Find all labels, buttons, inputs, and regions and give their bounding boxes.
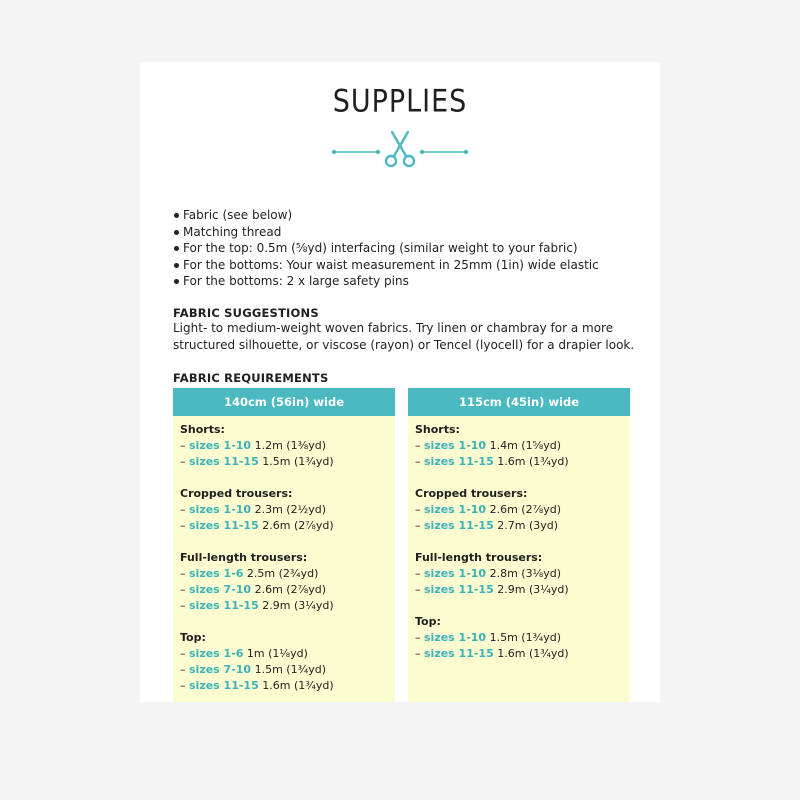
fabric-amount: 1.6m (1¾yd) bbox=[493, 455, 569, 468]
garment-group bbox=[415, 422, 630, 470]
fabric-amount: 1.6m (1¾yd) bbox=[493, 647, 569, 660]
fabric-amount: 2.9m (3¼yd) bbox=[493, 583, 569, 596]
dash: – bbox=[180, 503, 189, 516]
dash: – bbox=[180, 663, 189, 676]
size-range: sizes 7-10 bbox=[189, 663, 252, 676]
garment-title: Full-length trousers: bbox=[415, 551, 543, 564]
garment-title: Shorts: bbox=[180, 423, 225, 436]
fabric-amount: 2.3m (2½yd) bbox=[251, 503, 327, 516]
garment-title: Shorts: bbox=[415, 423, 460, 436]
requirements-column-140cm bbox=[173, 388, 395, 702]
size-range: sizes 11-15 bbox=[424, 519, 494, 532]
dash: – bbox=[180, 455, 189, 468]
size-row bbox=[415, 630, 630, 646]
size-row bbox=[415, 518, 630, 534]
dash: – bbox=[180, 599, 189, 612]
list-item: Matching thread bbox=[173, 224, 643, 241]
garment-group bbox=[415, 486, 630, 534]
fabric-suggestions-heading: FABRIC SUGGESTIONS bbox=[173, 306, 319, 320]
dash: – bbox=[180, 567, 189, 580]
size-range: sizes 11-15 bbox=[424, 455, 494, 468]
fabric-amount: 2.9m (3¼yd) bbox=[258, 599, 334, 612]
size-row bbox=[180, 502, 395, 518]
dash: – bbox=[415, 455, 424, 468]
garment-title: Top: bbox=[180, 631, 206, 644]
garment-title: Cropped trousers: bbox=[180, 487, 293, 500]
scissors-divider-icon bbox=[330, 130, 470, 170]
dash: – bbox=[415, 503, 424, 516]
size-row bbox=[180, 646, 395, 662]
list-item: For the top: 0.5m (⅝yd) interfacing (similar weight to your fabric) bbox=[173, 240, 643, 257]
size-row bbox=[415, 438, 630, 454]
garment-title: Top: bbox=[415, 615, 441, 628]
dash: – bbox=[180, 439, 189, 452]
size-range: sizes 1-10 bbox=[189, 503, 252, 516]
garment-group bbox=[180, 486, 395, 534]
size-range: sizes 11-15 bbox=[189, 455, 259, 468]
size-range: sizes 1-10 bbox=[424, 567, 487, 580]
size-range: sizes 7-10 bbox=[189, 583, 252, 596]
size-row bbox=[415, 502, 630, 518]
fabric-amount: 2.5m (2¾yd) bbox=[243, 567, 319, 580]
size-row bbox=[415, 582, 630, 598]
requirements-column-115cm bbox=[408, 388, 630, 702]
size-row bbox=[180, 582, 395, 598]
size-row bbox=[180, 518, 395, 534]
size-row bbox=[180, 678, 395, 694]
dash: – bbox=[180, 679, 189, 692]
size-row bbox=[180, 566, 395, 582]
garment-title: Cropped trousers: bbox=[415, 487, 528, 500]
dash: – bbox=[180, 519, 189, 532]
size-range: sizes 1-10 bbox=[189, 439, 252, 452]
size-range: sizes 1-6 bbox=[189, 567, 244, 580]
dash: – bbox=[415, 439, 424, 452]
fabric-amount: 1.5m (1¾yd) bbox=[486, 631, 562, 644]
fabric-amount: 2.6m (2⅞yd) bbox=[258, 519, 334, 532]
fabric-amount: 1.5m (1¾yd) bbox=[251, 663, 327, 676]
fabric-amount: 2.6m (2⅞yd) bbox=[251, 583, 327, 596]
size-range: sizes 11-15 bbox=[189, 679, 259, 692]
size-row bbox=[415, 646, 630, 662]
size-row bbox=[180, 438, 395, 454]
supplies-list bbox=[173, 207, 643, 290]
list-item: For the bottoms: Your waist measurement in 25mm (1in) wide elastic bbox=[173, 257, 643, 274]
dash: – bbox=[415, 631, 424, 644]
dash: – bbox=[415, 519, 424, 532]
fabric-amount: 1m (1⅛yd) bbox=[243, 647, 308, 660]
column-header: 140cm (56in) wide bbox=[173, 388, 395, 416]
dash: – bbox=[415, 583, 424, 596]
size-row bbox=[180, 662, 395, 678]
garment-group bbox=[415, 550, 630, 598]
size-row bbox=[415, 454, 630, 470]
garment-group bbox=[180, 550, 395, 614]
fabric-suggestions-text: Light- to medium-weight woven fabrics. Try linen or chambray for a more structured silhouette, or viscose (rayon) or Tencel (lyocell) for a drapier look. bbox=[173, 321, 635, 352]
garment-group bbox=[180, 630, 395, 694]
fabric-amount: 2.6m (2⅞yd) bbox=[486, 503, 562, 516]
size-range: sizes 1-6 bbox=[189, 647, 244, 660]
document-page bbox=[140, 62, 660, 702]
fabric-amount: 2.8m (3⅛yd) bbox=[486, 567, 562, 580]
garment-group bbox=[180, 422, 395, 470]
dash: – bbox=[415, 647, 424, 660]
list-item: Fabric (see below) bbox=[173, 207, 643, 224]
size-range: sizes 1-10 bbox=[424, 503, 487, 516]
dash: – bbox=[415, 567, 424, 580]
fabric-amount: 1.4m (1⅝yd) bbox=[486, 439, 562, 452]
fabric-amount: 1.5m (1¾yd) bbox=[258, 455, 334, 468]
fabric-requirements-heading: FABRIC REQUIREMENTS bbox=[173, 371, 329, 385]
size-range: sizes 11-15 bbox=[424, 583, 494, 596]
dash: – bbox=[180, 647, 189, 660]
fabric-amount: 1.2m (1⅜yd) bbox=[251, 439, 327, 452]
garment-title: Full-length trousers: bbox=[180, 551, 308, 564]
size-range: sizes 11-15 bbox=[424, 647, 494, 660]
size-row bbox=[180, 454, 395, 470]
column-header: 115cm (45in) wide bbox=[408, 388, 630, 416]
size-range: sizes 11-15 bbox=[189, 599, 259, 612]
garment-group bbox=[415, 614, 630, 662]
size-row bbox=[180, 598, 395, 614]
dash: – bbox=[180, 583, 189, 596]
size-row bbox=[415, 566, 630, 582]
list-item: For the bottoms: 2 x large safety pins bbox=[173, 273, 643, 290]
page-title: SUPPLIES bbox=[332, 83, 468, 120]
size-range: sizes 11-15 bbox=[189, 519, 259, 532]
fabric-amount: 2.7m (3yd) bbox=[493, 519, 559, 532]
size-range: sizes 1-10 bbox=[424, 439, 487, 452]
fabric-amount: 1.6m (1¾yd) bbox=[258, 679, 334, 692]
size-range: sizes 1-10 bbox=[424, 631, 487, 644]
